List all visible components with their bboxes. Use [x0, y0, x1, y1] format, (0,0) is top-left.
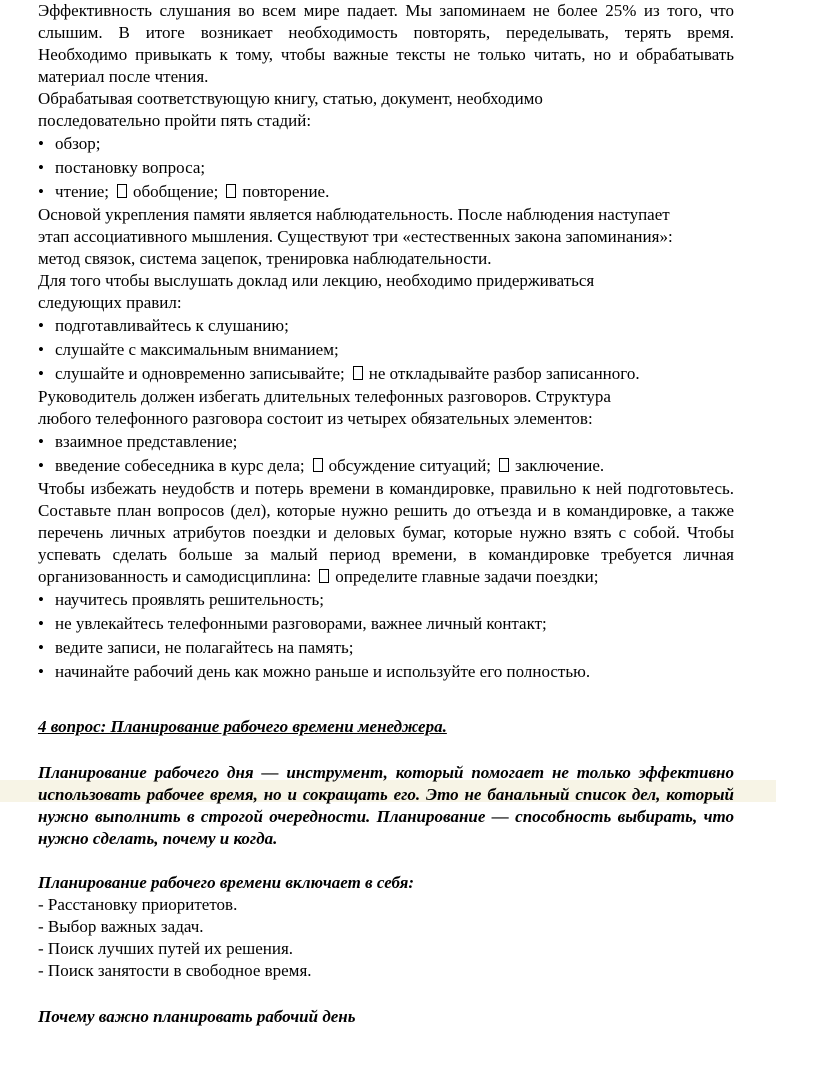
- list-item: • обзор;: [38, 132, 734, 156]
- missing-glyph-icon: [319, 569, 329, 583]
- list-item: • постановку вопроса;: [38, 156, 734, 180]
- list-item: - Поиск занятости в свободное время.: [38, 961, 312, 980]
- paragraph-planning: Планирование рабочего дня — инструмент, который помогает не только эффективно использовать рабочее время, но и сокращать его. Это не банальный список дел, который нужно выполнить в строгой очередности. Планирование — способность выбирать, что нужно сделать, почему и когда.: [38, 763, 734, 848]
- missing-glyph-icon: [499, 458, 509, 472]
- list-item: • слушайте с максимальным вниманием;: [38, 338, 734, 362]
- bullet: •: [38, 432, 44, 451]
- bullet: •: [38, 158, 44, 177]
- list-item: • слушайте и одновременно записывайте; не откладывайте разбор записанного.: [38, 362, 734, 386]
- paragraph-lecture-line2: следующих правил:: [38, 293, 182, 312]
- paragraph-phone-line1: Руководитель должен избегать длительных телефонных разговоров. Структура: [38, 387, 611, 406]
- list-item: • чтение; обобщение; повторение.: [38, 180, 734, 204]
- bullet: •: [38, 614, 44, 633]
- bullet: •: [38, 182, 44, 201]
- list-item: - Расстановку приоритетов.: [38, 895, 238, 914]
- missing-glyph-icon: [353, 366, 363, 380]
- paragraph-memory-line2: этап ассоциативного мышления. Существуют три «естественных закона запоминания»:: [38, 227, 673, 246]
- why-heading: Почему важно планировать рабочий день: [38, 1007, 356, 1026]
- includes-heading: Планирование рабочего времени включает в себя:: [38, 873, 415, 892]
- missing-glyph-icon: [117, 184, 127, 198]
- list-item: - Поиск лучших путей их решения.: [38, 939, 294, 958]
- paragraph-stages-line2: последовательно пройти пять стадий:: [38, 111, 312, 130]
- paragraph-memory-line3: метод связок, система зацепок, тренировка наблюдательности.: [38, 249, 492, 268]
- list-item: • подготавливайтесь к слушанию;: [38, 314, 734, 338]
- bullet: •: [38, 638, 44, 657]
- missing-glyph-icon: [226, 184, 236, 198]
- paragraph-business-trip: Чтобы избежать неудобств и потерь времени в командировке, правильно к ней подготовьтесь. Составьте план вопросов (дел), которые нужно решить до отъезда и в командировке, а также перечень личных атрибутов поездки и деловых бумаг, которые нужно взять с собой. Чтобы успевать сделать больше за малый период времени, в командировке требуется личная организованность и самодисциплина: определите главные задачи поездки;: [38, 479, 734, 586]
- paragraph-lecture-line1: Для того чтобы выслушать доклад или лекцию, необходимо придерживаться: [38, 271, 595, 290]
- list-item: • ведите записи, не полагайтесь на память;: [38, 636, 734, 660]
- bullet: •: [38, 590, 44, 609]
- paragraph-stages-line1: Обрабатывая соответствующую книгу, статью, документ, необходимо: [38, 89, 543, 108]
- list-item: • научитесь проявлять решительность;: [38, 588, 734, 612]
- missing-glyph-icon: [313, 458, 323, 472]
- paragraph-phone-line2: любого телефонного разговора состоит из четырех обязательных элементов:: [38, 409, 593, 428]
- bullet: •: [38, 364, 44, 383]
- bullet: •: [38, 134, 44, 153]
- list-item: • не увлекайтесь телефонными разговорами, важнее личный контакт;: [38, 612, 734, 636]
- document-page: [38, 0, 734, 1028]
- bullet: •: [38, 316, 44, 335]
- list-item: - Выбор важных задач.: [38, 917, 204, 936]
- list-item: • взаимное представление;: [38, 430, 734, 454]
- paragraph-memory-line1: Основой укрепления памяти является наблюдательность. После наблюдения наступает: [38, 205, 670, 224]
- list-item: • начинайте рабочий день как можно раньше и используйте его полностью.: [38, 660, 734, 684]
- list-item: • введение собеседника в курс дела; обсуждение ситуаций; заключение.: [38, 454, 734, 478]
- section-heading: 4 вопрос: Планирование рабочего времени менеджера.: [38, 717, 447, 736]
- bullet: •: [38, 662, 44, 681]
- paragraph-listening: Эффективность слушания во всем мире падает. Мы запоминаем не более 25% из того, что слышим. В итоге возникает необходимость повторять, переделывать, терять время. Необходимо привыкать к тому, чтобы важные тексты не только читать, но и обрабатывать материал после чтения.: [38, 1, 734, 86]
- bullet: •: [38, 340, 44, 359]
- bullet: •: [38, 456, 44, 475]
